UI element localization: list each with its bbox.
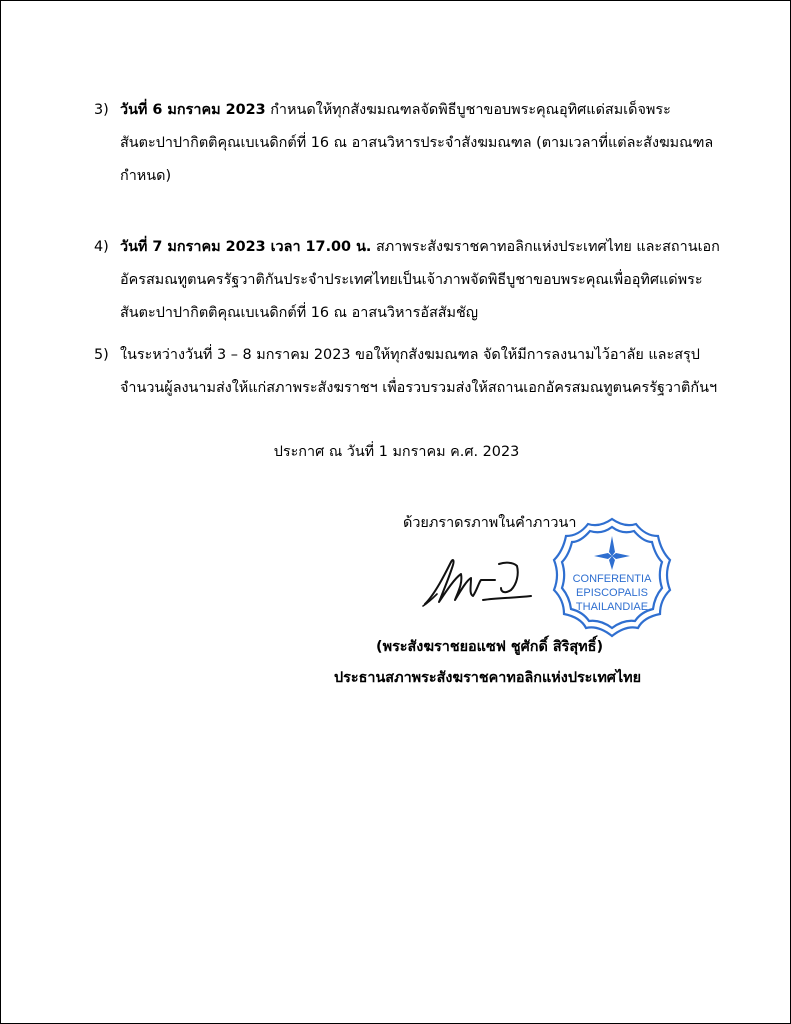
- item-text: กำหนดให้ทุกสังฆมณฑลจัดพิธีบูชาขอบพระคุณอุทิศแด่สมเด็จพระ: [265, 102, 671, 118]
- closing-regards: ด้วยภราดรภาพในคำภาวนา: [403, 515, 577, 531]
- item-line: กำหนด): [120, 168, 172, 184]
- item-bold-text: วันที่ 6 มกราคม 2023: [120, 102, 266, 118]
- list-item-5: [94, 339, 734, 405]
- item-number: 5): [94, 347, 109, 363]
- list-item-3: [94, 94, 734, 193]
- seal-text: THAILANDIAE: [575, 601, 649, 613]
- item-line: จำนวนผู้ลงนามส่งให้แก่สภาพระสังฆราชฯ เพื่อรวบรวมส่งให้สถานเอกอัครสมณทูตนครรัฐวาติกันฯ: [120, 380, 718, 396]
- item-text: สภาพระสังฆราชคาทอลิกแห่งประเทศไทย และสถานเอก: [371, 239, 720, 255]
- signer-title: ประธานสภาพระสังฆราชคาทอลิกแห่งประเทศไทย: [334, 670, 642, 686]
- item-line: [94, 94, 734, 127]
- signer-name: (พระสังฆราชยอแซฟ ชูศักดิ์ สิริสุทธิ์): [376, 639, 604, 655]
- item-line: สันตะปาปากิตติคุณเบเนดิกต์ที่ 16 ณ อาสนวิหารอัสสัมชัญ: [120, 305, 479, 321]
- proclamation-date: ประกาศ ณ วันที่ 1 มกราคม ค.ศ. 2023: [273, 444, 520, 460]
- seal-text: CONFERENTIA: [572, 573, 652, 585]
- item-line: ในระหว่างวันที่ 3 – 8 มกราคม 2023 ขอให้ทุกสังฆมณฑล จัดให้มีการลงนามไว้อาลัย และสรุป: [120, 347, 700, 363]
- item-line: อัครสมณทูตนครรัฐวาติกันประจำประเทศไทยเป็นเจ้าภาพจัดพิธีบูชาขอบพระคุณเพื่ออุทิศแด่พระ: [120, 272, 703, 288]
- list-item-4: [94, 231, 734, 330]
- conference-seal-image: [550, 516, 675, 646]
- seal-text: EPISCOPALIS: [576, 587, 648, 599]
- item-line: [94, 231, 734, 264]
- item-line: สันตะปาปากิตติคุณเบเนดิกต์ที่ 16 ณ อาสนวิหารประจำสังฆมณฑล (ตามเวลาที่แต่ละสังฆมณฑล: [120, 135, 714, 151]
- item-number: 4): [94, 239, 109, 255]
- item-bold-text: วันที่ 7 มกราคม 2023 เวลา 17.00 น.: [120, 239, 372, 255]
- item-number: 3): [94, 102, 109, 118]
- signature-image: [421, 554, 541, 614]
